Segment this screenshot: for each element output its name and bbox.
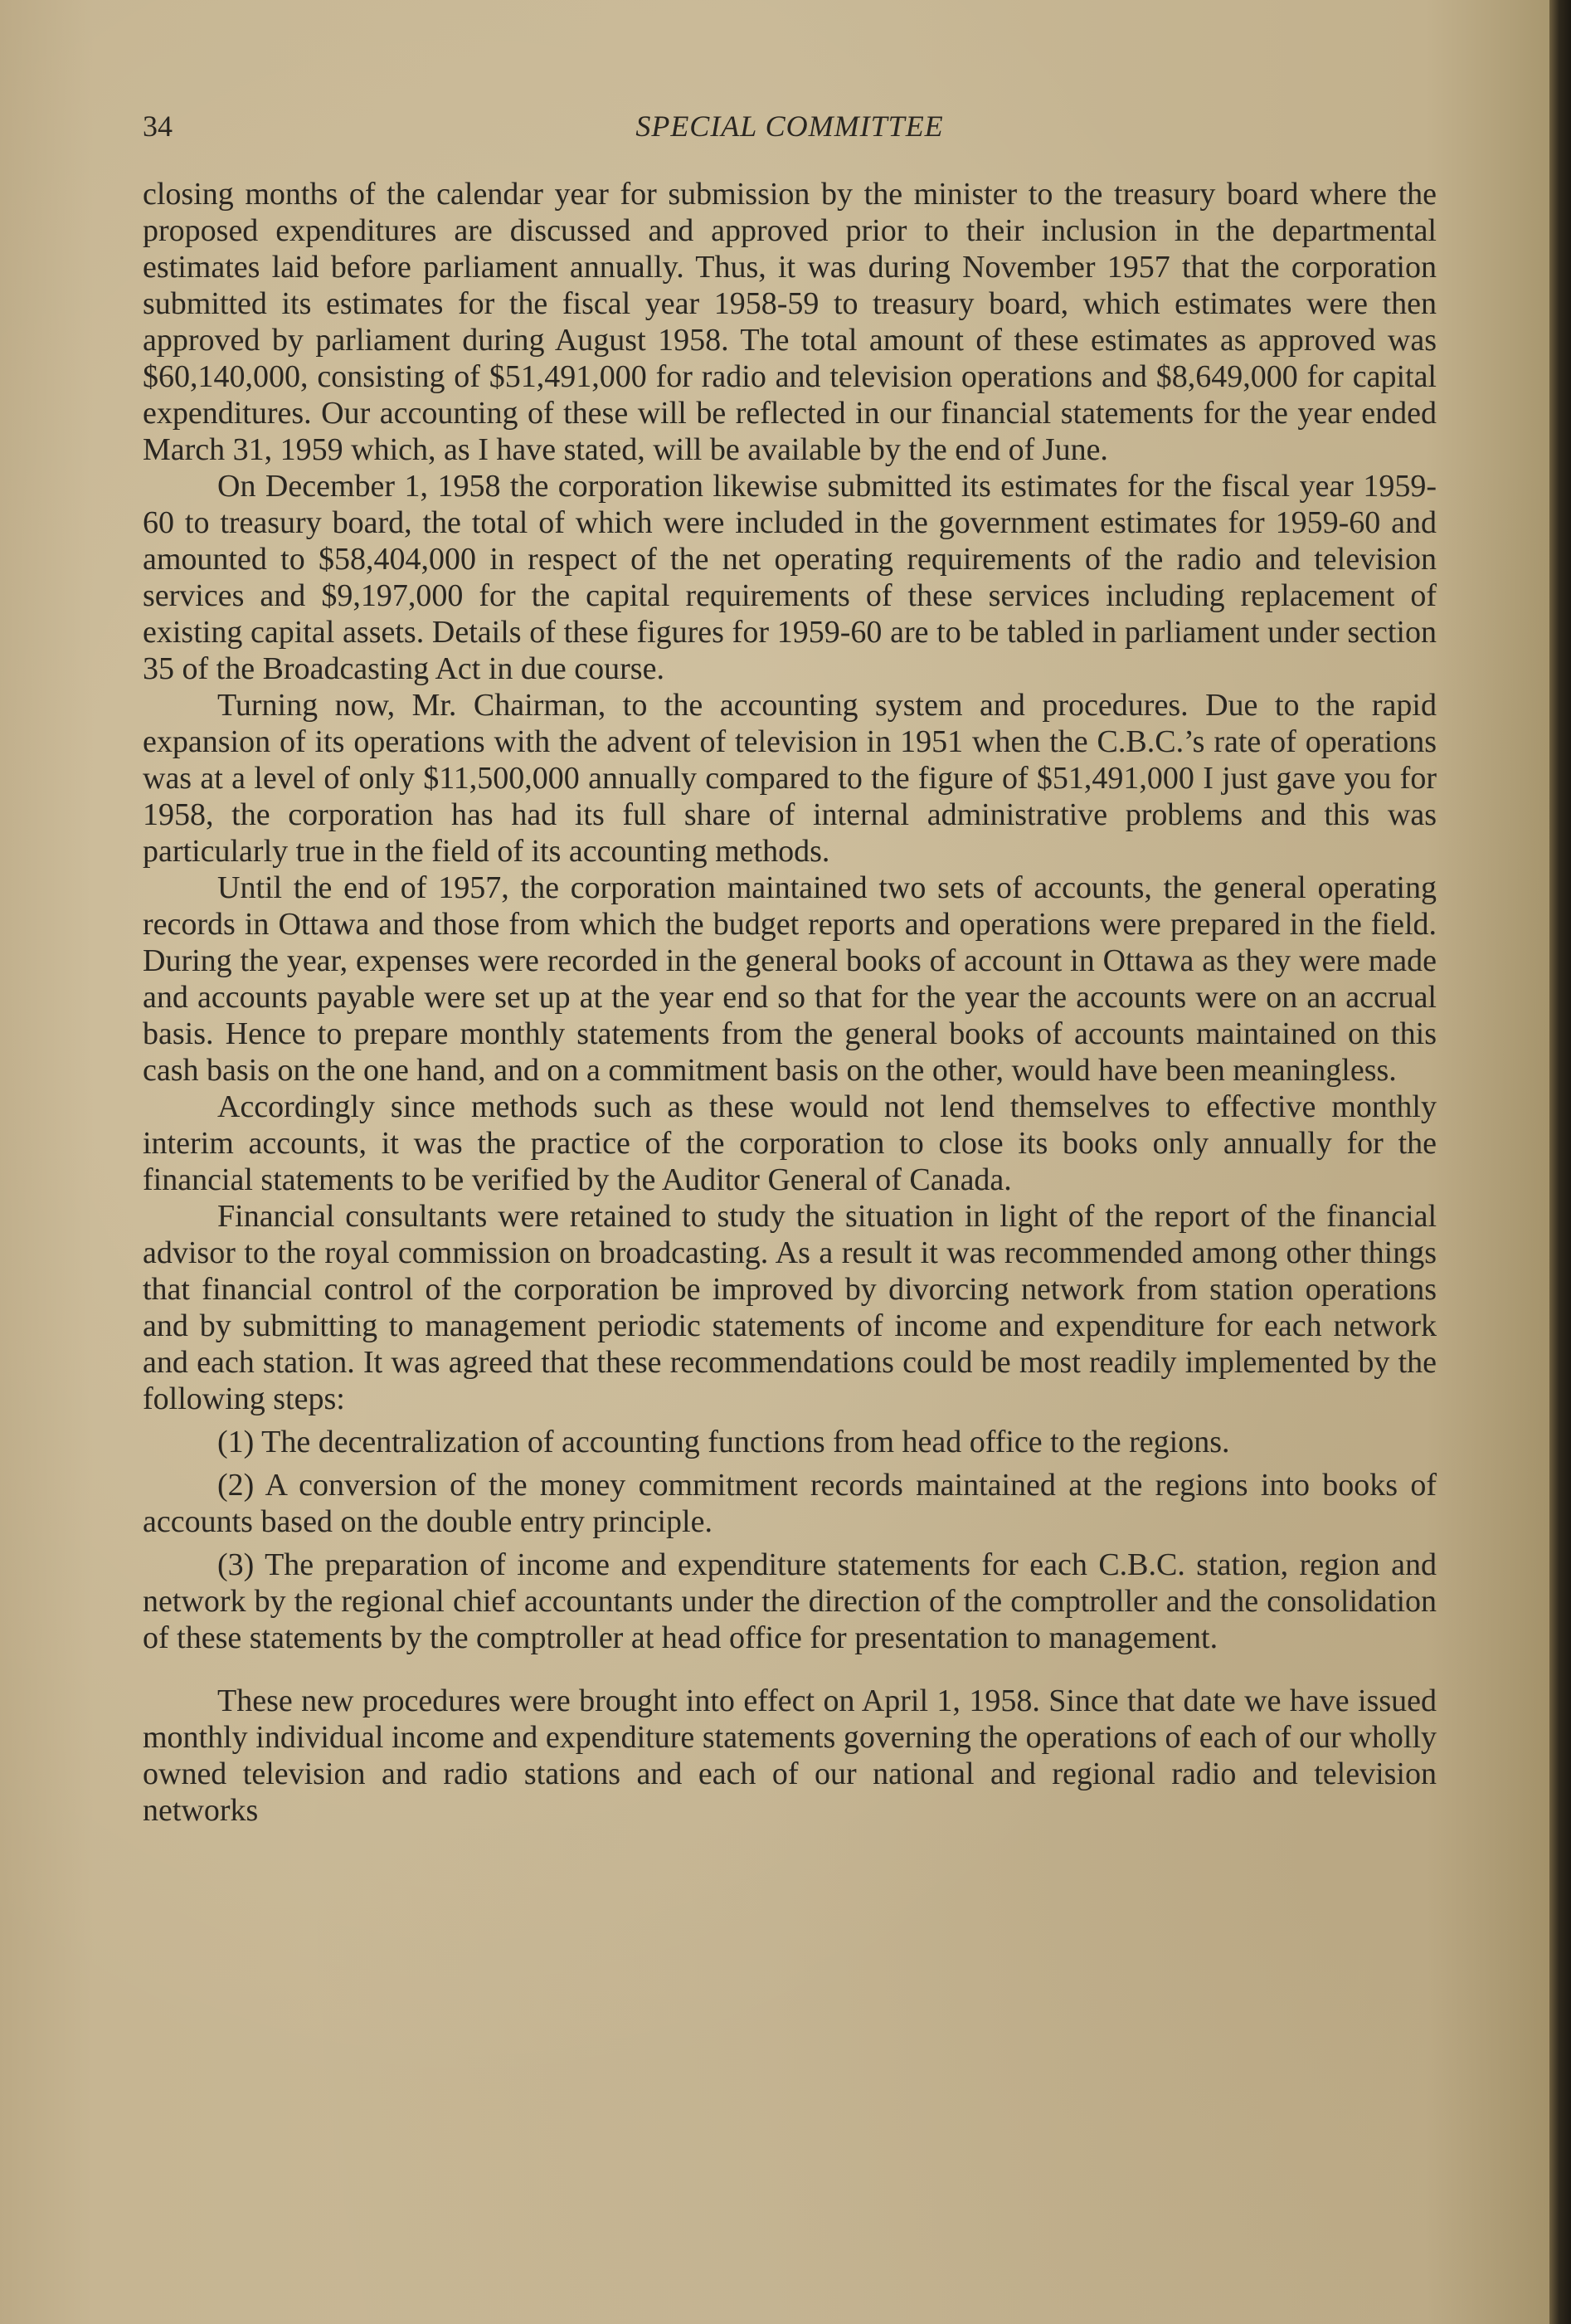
paragraph-accounting-system: Turning now, Mr. Chairman, to the accounting system and procedures. Due to the rapid expansion of its operations with the advent of television in 1951 when the C.B.C.’s rate of operations was at a level of only $11,500,000 annually compared to the figure of $51,491,000 I just gave you for 1958, the corporation has had its full share of internal administrative problems and this was particularly true in the field of its accounting methods.	[143, 688, 1437, 869]
page-edge-shadow	[1549, 0, 1571, 2324]
paragraph-two-sets-of-accounts: Until the end of 1957, the corporation maintained two sets of accounts, the general operating records in Ottawa and those from which the budget reports and operations were prepared in the field. During the year, expenses were recorded in the general books of account in Ottawa as they were made and accounts payable were set up at the year end so that for the year the accounts were on an accrual basis. Hence to prepare monthly statements from the general books of accounts maintained on this cash basis on the one hand, and on a commitment basis on the other, would have been meaningless.	[143, 870, 1437, 1088]
paragraph-annual-closing: Accordingly since methods such as these would not lend themselves to effective monthly interim accounts, it was the practice of the corporation to close its books only annually for the financial statements to be verified by the Auditor General of Canada.	[143, 1089, 1437, 1197]
paragraph-new-procedures: These new procedures were brought into effect on April 1, 1958. Since that date we have issued monthly individual income and expenditure statements governing the operations of each of our wholly owned television and radio stations and each of our national and regional radio and television networks	[143, 1683, 1437, 1828]
list-item-statements: (3) The preparation of income and expenditure statements for each C.B.C. station, region and network by the regional chief accountants under the direction of the comptroller and the consolidation of these statements by the comptroller at head office for presentation to management.	[143, 1547, 1437, 1655]
list-item-decentralization: (1) The decentralization of accounting functions from head office to the regions.	[217, 1425, 1230, 1459]
list-item-conversion: (2) A conversion of the money commitment records maintained at the regions into books of accounts based on the double entry principle.	[143, 1468, 1437, 1539]
page-header	[143, 106, 1437, 146]
paragraph-financial-consultants: Financial consultants were retained to study the situation in light of the report of the financial advisor to the royal commission on broadcasting. As a result it was recommended among other things that financial control of the corporation be improved by divorcing network from station operations and by submitting to management periodic statements of income and expenditure for each network and each station. It was agreed that these recommendations could be most readily implemented by the following steps:	[143, 1199, 1437, 1416]
paragraph-estimates-1959: On December 1, 1958 the corporation likewise submitted its estimates for the fiscal year 1959-60 to treasury board, the total of which were included in the government estimates for 1959-60 and amounted to $58,404,000 in respect of the net operating requirements of the radio and television services and $9,197,000 for the capital requirements of these services including replacement of existing capital assets. Details of these figures for 1959-60 are to be tabled in parliament under section 35 of the Broadcasting Act in due course.	[143, 469, 1437, 686]
running-head: SPECIAL COMMITTEE	[635, 110, 944, 143]
body-text	[143, 176, 1437, 1829]
paragraph-estimates-1958: closing months of the calendar year for submission by the minister to the treasury board where the proposed expenditures are discussed and approved prior to their inclusion in the departmental estimates laid before parliament annually. Thus, it was during November 1957 that the corporation submitted its estimates for the fiscal year 1958-59 to treasury board, which estimates were then approved by parliament during August 1958. The total amount of these estimates as approved was $60,140,000, consisting of $51,491,000 for radio and television operations and $8,649,000 for capital expenditures. Our accounting of these will be reflected in our financial statements for the year ended March 31, 1959 which, as I have stated, will be available by the end of June.	[143, 177, 1437, 467]
page-number: 34	[143, 110, 173, 143]
